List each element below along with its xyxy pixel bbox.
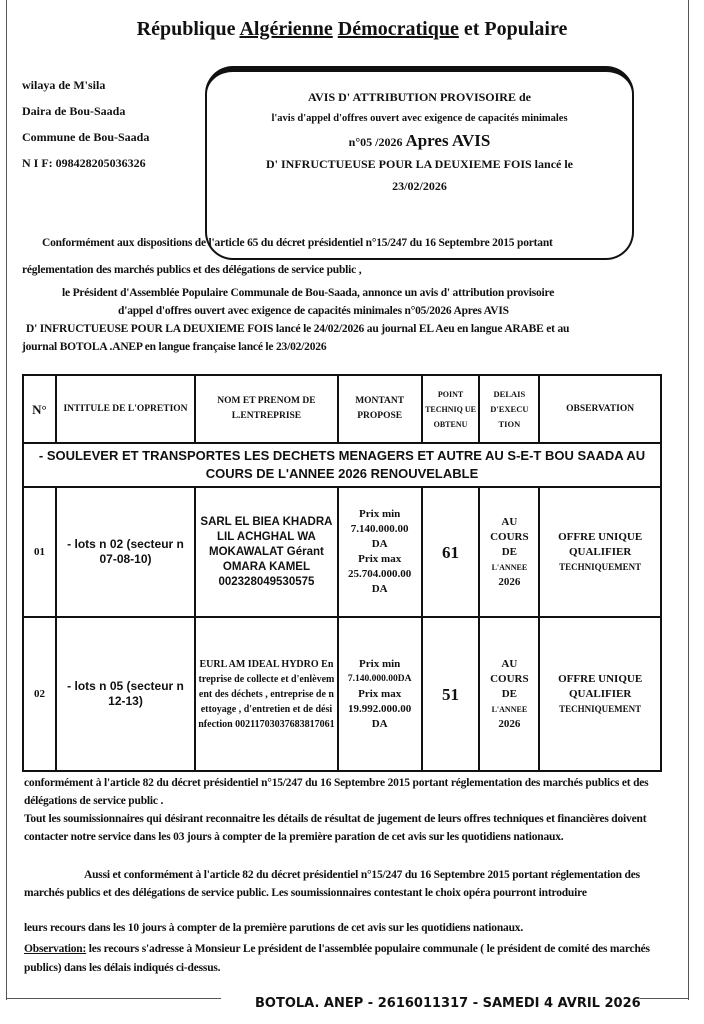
intro-line: D' INFRUCTUEUSE POUR LA DEUXIEME FOIS lancé le 24/02/2026 au journal EL Aeu en langue ARABE et au [26, 323, 570, 335]
observation-note: Observation: les recours s'adresse à Monsieur Le président de l'assemblée populaire communale ( le président de comité des marchés publics) dans les délais indiqués ci-dessus. [24, 943, 650, 974]
divider [640, 998, 689, 999]
cell-no: 01 [23, 487, 56, 617]
results-table [22, 374, 662, 772]
table-banner-row [23, 443, 661, 487]
daira: Daira de Bou-Saada [22, 104, 126, 118]
paragraph-details: Tout les soumissionnaires qui désirant reconnaitre les détails de résultat de jugement de leurs offres techniques et financières doivent contacter notre service dans les 03 jours à compter de la première paration de cet avis sur les quotidiens nationaux. [24, 813, 647, 843]
box-line: AVIS D' ATTRIBUTION PROVISOIRE de [308, 90, 531, 104]
page-title: République Algérienne Démocratique et Populaire [136, 18, 568, 40]
cell-operation: - lots n 02 (secteur n 07-08-10) [56, 487, 195, 617]
page-border-left [6, 0, 7, 1000]
cell-amount: Prix min 7.140.000.00DA Prix max 19.992.000.00 DA [338, 617, 422, 771]
nif: N I F: 098428205036326 [22, 156, 146, 170]
divider [6, 998, 221, 999]
table-row [23, 617, 661, 771]
table-row [23, 487, 661, 617]
paragraph-delay: leurs recours dans les 10 jours à compter de la première parutions de cet avis sur les quotidiens nationaux. [24, 922, 523, 934]
col-header: INTITULE DE L'OPRETION [56, 375, 195, 443]
col-header: OBSERVATION [539, 375, 661, 443]
cell-delay: AU COURS DE L'ANNEE 2026 [479, 487, 539, 617]
wilaya: wilaya de M'sila [22, 78, 106, 92]
table-header-row [23, 375, 661, 443]
intro-line: réglementation des marchés publics et des délégations de service public , [22, 264, 362, 276]
cell-observation: OFFRE UNIQUE QUALIFIER TECHNIQUEMENT [539, 487, 661, 617]
col-header: MONTANT PROPOSE [338, 375, 422, 443]
cell-operation: - lots n 05 (secteur n 12-13) [56, 617, 195, 771]
page-border-right [688, 0, 689, 1000]
col-header: N° [23, 375, 56, 443]
intro-line: Conformément aux dispositions de l'article 65 du décret présidentiel n°15/247 du 16 Septembre 2015 portant [42, 237, 553, 249]
box-line: n°05 /2026 Apres AVIS [348, 131, 491, 150]
cell-company: EURL AM IDEAL HYDRO Entreprise de collecte et d'enlèvement des déchets , entreprise de nettoyage , d'entretien et de désinfection 00211703037683817061 [195, 617, 338, 771]
box-line: D' INFRUCTUEUSE POUR LA DEUXIEME FOIS lancé le [265, 157, 574, 171]
publication-footer: BOTOLA. ANEP - 2616011317 - SAMEDI 4 AVRIL 2026 [255, 996, 641, 1011]
intro-line: journal BOTOLA .ANEP en langue française lancé le 23/02/2026 [22, 341, 327, 353]
cell-no: 02 [23, 617, 56, 771]
cell-company: SARL EL BIEA KHADRA LIL ACHGHAL WA MOKAWALAT Gérant OMARA KAMEL 002328049530575 [195, 487, 338, 617]
intro-line: d'appel d'offres ouvert avec exigence de capacités minimales n°05/2026 Apres AVIS [118, 305, 509, 317]
commune: Commune de Bou-Saada [22, 130, 150, 144]
cell-delay: AU COURS DE L'ANNEE 2026 [479, 617, 539, 771]
cell-observation: OFFRE UNIQUE QUALIFIER TECHNIQUEMENT [539, 617, 661, 771]
col-header: NOM ET PRENOM DE L.ENTREPRISE [195, 375, 338, 443]
box-line: 23/02/2026 [392, 179, 447, 193]
box-line: l'avis d'appel d'offres ouvert avec exigence de capacités minimales [271, 113, 568, 124]
col-header: DELAIS D'EXECU TION [479, 375, 539, 443]
cell-points: 51 [422, 617, 480, 771]
cell-points: 61 [422, 487, 480, 617]
paragraph-article-82: conformément à l'article 82 du décret présidentiel n°15/247 du 16 Septembre 2015 portant réglementation des marchés publics et des délégations de service public . [24, 777, 649, 807]
cell-amount: Prix min 7.140.000.00 DA Prix max 25.704.000.00 DA [338, 487, 422, 617]
notice-title-box [205, 66, 634, 260]
intro-line: le Président d'Assemblée Populaire Communale de Bou-Saada, annonce un avis d' attribution provisoire [62, 287, 555, 299]
paragraph-recours: Aussi et conformément à l'article 82 du décret présidentiel n°15/247 du 16 Septembre 2015 portant réglementation des marchés publics et des délégations de service public. Les soumissionnaires contestant le choix opéra pourront introduire [24, 869, 640, 899]
col-header: POINT TECHNIQ UE OBTENU [422, 375, 480, 443]
operation-title: - SOULEVER ET TRANSPORTES LES DECHETS MENAGERS ET AUTRE AU S-E-T BOU SAADA AU COURS DE L'ANNEE 2026 RENOUVELABLE [23, 443, 661, 487]
